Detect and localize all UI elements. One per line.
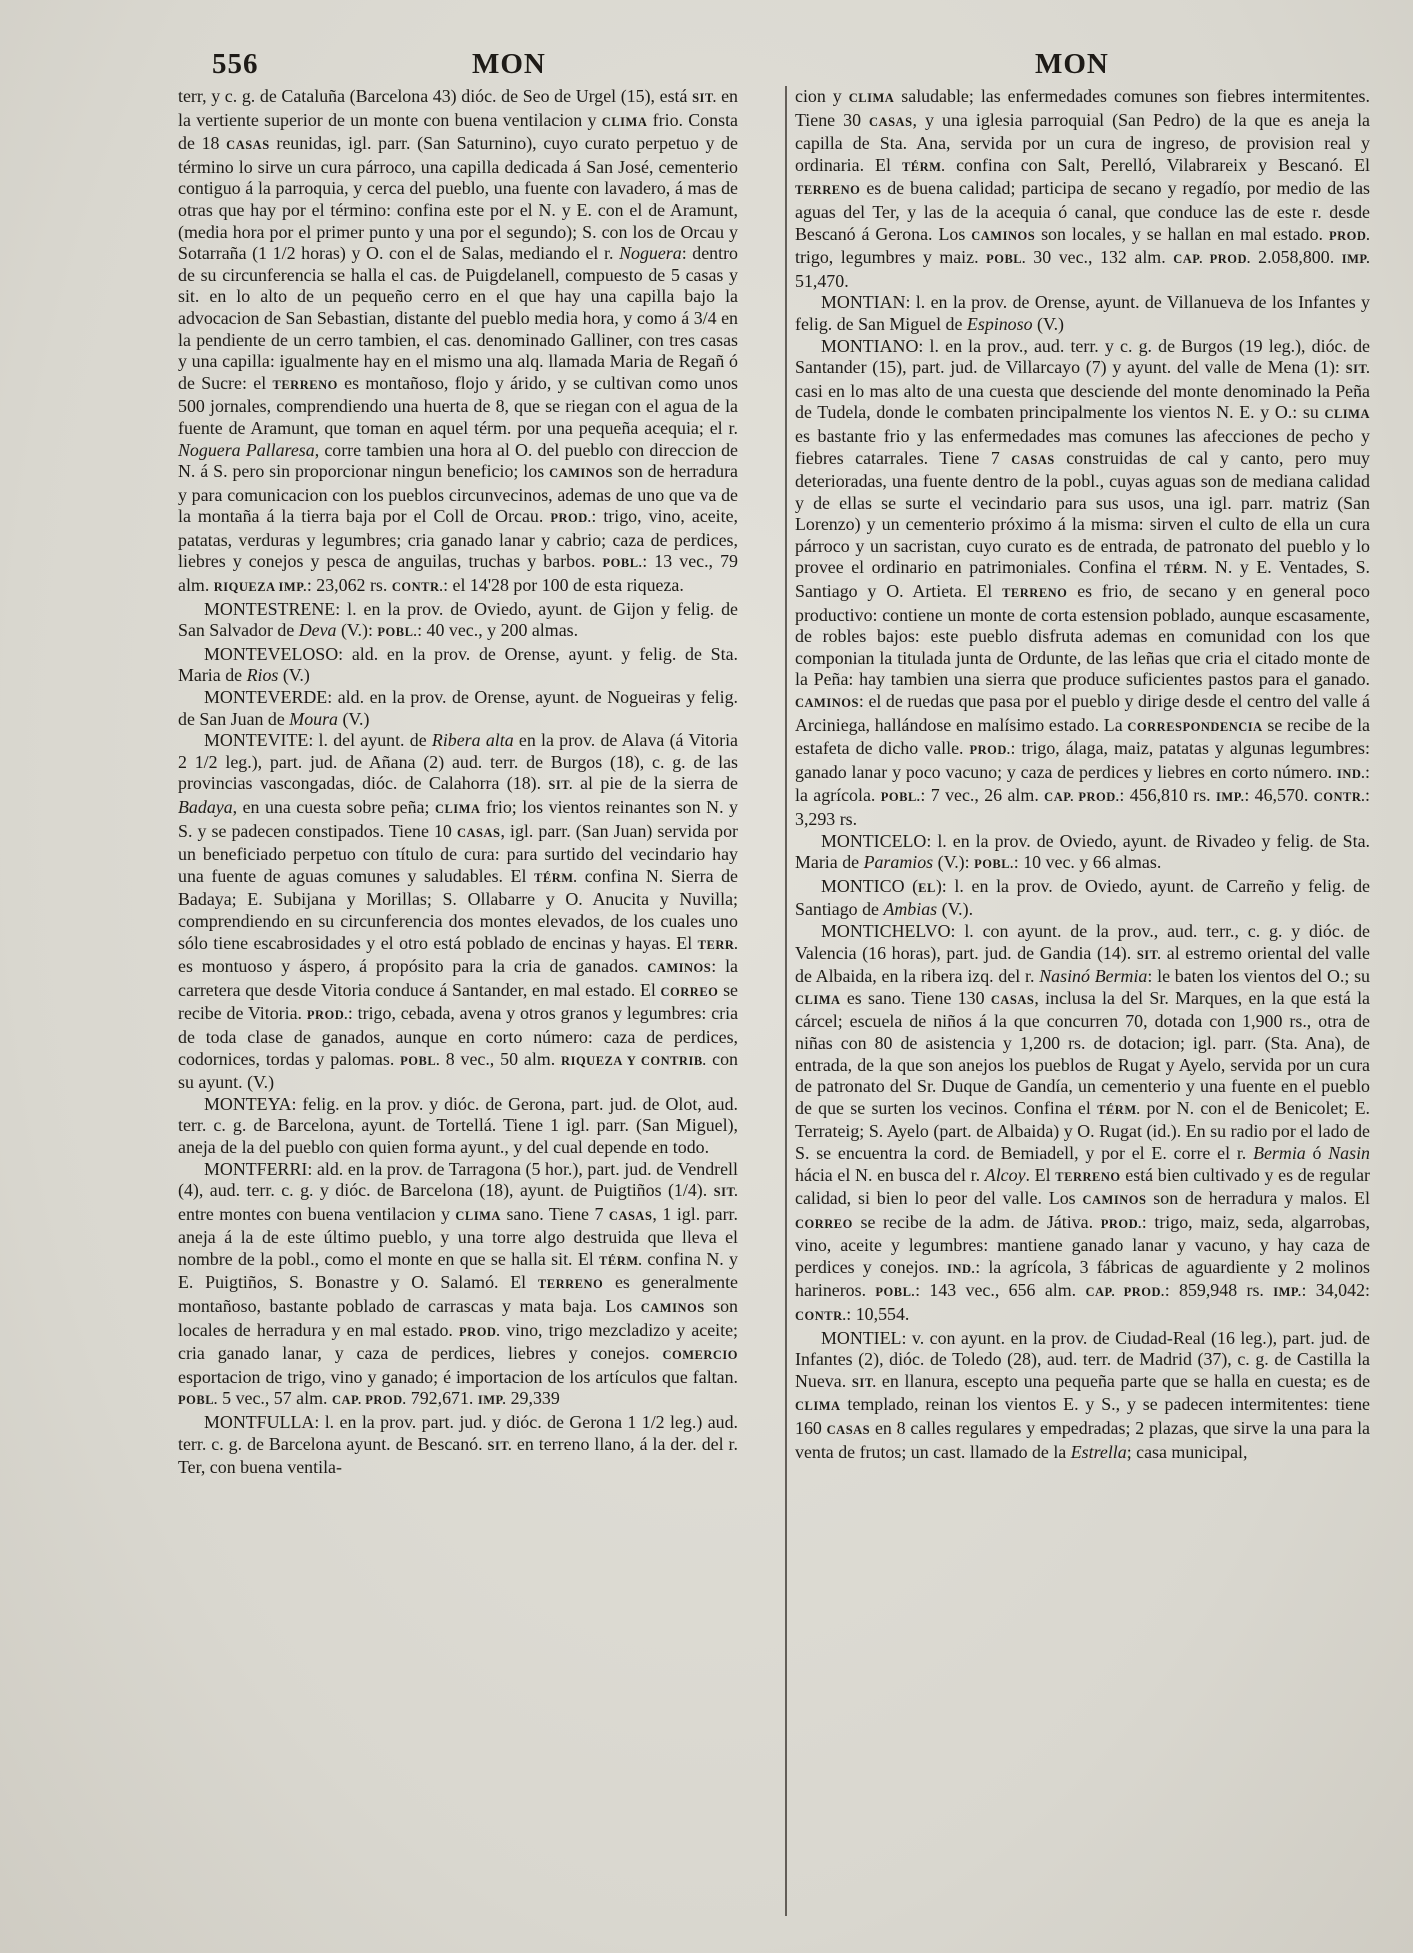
right-running-head: MON (1035, 48, 1109, 80)
column-divider (785, 86, 787, 1916)
dictionary-entry: MONTICHELVO: l. con ayunt. de la prov., aud. terr., c. g. y dióc. de Valencia (16 horas), part. jud. de Gandia (14). SIT. al estremo oriental del valle de Albaida, en la ribera izq. del r. Nasinó Bermia: le baten los vientos del O.; su CLIMA es sano. Tiene 130 CASAS, inclusa la del Sr. Marques, en la que está la cárcel; escuela de niños á la que concurren 70, dotada con 1,900 rs., otra de niñas con 80 de asistencia y 1,200 rs. de dotacion; igl. parr. (Sta. Ana), de entrada, de la que son anejos los pueblos de Rugat y Ayelo, servida por un cura de patronato del Sr. Duque de Gandía, un cementerio y una fuente en el pueblo de que se surten los vecinos. Confina el TÉRM. por N. con el de Benicolet; E. Terrateig; S. Ayelo (part. de Albaida) y O. Rugat (id.). En su radio por el lado de S. se encuentra la cord. de Bemiadell, y por el E. corre el r. Bermia ó Nasin hácia el N. en busca del r. Alcoy. El TERRENO está bien cultivado y es de regular calidad, si bien lo peor del valle. Los CAMINOS son de herradura y malos. El CORREO se recibe de la adm. de Játiva. PROD.: trigo, maiz, seda, algarrobas, vino, aceite y legumbres: mantiene ganado lanar y vacuno, y hay caza de perdices y conejos. IND.: la agrícola, 3 fábricas de aguardiente y 2 molinos harineros. POBL.: 143 vec., 656 alm. CAP. PROD.: 859,948 rs. IMP.: 34,042: CONTR.: 10,554. (795, 920, 1371, 1325)
dictionary-entry: MONTESTRENE: l. en la prov. de Oviedo, ayunt. de Gijon y felig. de San Salvador de Deva (V.): POBL.: 40 vec., y 200 almas. (178, 598, 738, 641)
dictionary-entry: MONTIAN: l. en la prov. de Orense, ayunt. de Villanueva de los Infantes y felig. de San Miguel de Espinoso (V.) (795, 292, 1370, 334)
dictionary-entry: MONTEVITE: l. del ayunt. de Ribera alta en la prov. de Alava (á Vitoria 2 1/2 leg.), part. jud. de Añana (2) aud. terr. de Burgos (18), c. g. de las provincias vascongadas, dióc. de Calahorra (18). SIT. al pie de la sierra de Badaya, en una cuesta sobre peña; CLIMA frio; los vientos reinantes son N. y S. y se padecen constipados. Tiene 10 CASAS, igl. parr. (San Juan) servida por un beneficiado perpetuo con título de cura: para surtido del vecindario hay una fuente de aguas comunes y saludables. El TÉRM. confina N. Sierra de Badaya; E. Subijana y Morillas; S. Ollabarre y O. Anucita y Nuvilla; comprendiendo en su circunferencia dos montes elevados, de los cuales uno sólo tiene escabrosidades y el otro está poblado de encinas y hayas. El TERR. es montuoso y áspero, á propósito para la cria de ganados. CAMINOS: la carretera que desde Vitoria conduce á Santander, en mal estado. El CORREO se recibe de Vitoria. PROD.: trigo, cebada, avena y otros granos y legumbres: cria de toda clase de ganados, aunque en corto número: caza de perdices, codornices, tordas y palomas. POBL. 8 vec., 50 alm. RIQUEZA Y CONTRIB. con su ayunt. (V.) (178, 730, 739, 1093)
left-column (178, 86, 738, 1479)
dictionary-entry: MONTICELO: l. en la prov. de Oviedo, ayunt. de Rivadeo y felig. de Sta. Maria de Paramios (V.): POBL.: 10 vec. y 66 almas. (795, 830, 1370, 873)
dictionary-entry: MONTFULLA: l. en la prov. part. jud. y dióc. de Gerona 1 1/2 leg.) aud. terr. c. g. de Barcelona ayunt. de Bescanó. SIT. en terreno llano, á la der. del r. Ter, con buena ventila- (178, 1412, 738, 1478)
page-number: 556 (212, 48, 259, 80)
dictionary-entry: MONTIANO: l. en la prov., aud. terr. y c. g. de Burgos (19 leg.), dióc. de Santander (15), part. jud. de Villarcayo (7) y ayunt. del valle de Mena (1): SIT. casi en lo mas alto de una cuesta que desciende del monte denominado la Peña de Tudela, donde le combaten principalmente los vientos N. E. y O.: su CLIMA es bastante frio y las enfermedades mas comunes las afecciones de pecho y fiebres catarrales. Tiene 7 CASAS construidas de cal y canto, pero muy deterioradas, una fuente dentro de la pobl., cuyas aguas son de mediana calidad y de ellas se surte el vecindario para sus usos, una igl. parr. matriz (San Lorenzo) y un cementerio próximo á la misma: sirven el culto de ella un cura párroco y un sacristan, cuyo curato es de entrada, de patronato del pueblo y lo provee el ordinario en patrimoniales. Confina el TÉRM. N. y E. Ventades, S. Santiago y O. Artieta. El TERRENO es frio, de secano y en general poco productivo: contiene un monte de corta estension poblado, aunque escasamente, de robles bajos: este pueblo disfruta ademas en comunidad con los que componian la titulada junta de Ordunte, de las leñas que cria el citado monte de la Peña: hay tambien una sierra que produce suficientes pastos para el ganado. CAMINOS: el de ruedas que pasa por el pueblo y dirige desde el centro del valle á Arciniega, hallándose en malísimo estado. La CORRESPONDENCIA se recibe de la estafeta de dicho valle. PROD.: trigo, álaga, maiz, patatas y algunas legumbres: ganado lanar y poco vacuno; y caza de perdices y liebres en corto número. IND.: la agrícola. POBL.: 7 vec., 26 alm. CAP. PROD.: 456,810 rs. IMP.: 46,570. CONTR.: 3,293 rs. (795, 335, 1371, 829)
entry-continuation: terr, y c. g. de Cataluña (Barcelona 43) dióc. de Seo de Urgel (15), está SIT. en la vertiente superior de un monte con buena ventilacion y CLIMA frio. Consta de 18 CASAS reunidas, igl. parr. (San Saturnino), cuyo curato perpetuo y de término lo sirve un cura párroco, una capilla dedicada á San José, cementerio contiguo á la parroquia, y cerca del pueblo, una fuente con lavadero, á mas de otras que hay por el término: confina este por el N. y E. con el de Aramunt, (media hora por el primer punto y una por el segundo); S. con los de Orcau y Sotarraña (1 1/2 horas) y O. con el de Salas, mediando el r. Noguera: dentro de su circunferencia se halla el cas. de Puigdelanell, compuesto de 5 casas y sit. en lo alto de un pequeño cerro en el que hay una capilla bajo la advocacion de San Sebastian, distante del pueblo media hora, y como á 3/4 en la pendiente de un cerro tambien, el cas. denominado Galliner, con tres casas y una capilla: igualmente hay en el mismo una alq. llamada Maria de Regañ ó de Sucre: el TERRENO es montañoso, flojo y árido, y se cultivan como unos 500 jornales, comprendiendo una huerta de 8, que se riegan con el agua de la fuente de Aramunt, que toman en aquel térm. por una pequeña acequia; el r. Noguera Pallaresa, corre tambien una hora al O. del pueblo con direccion de N. á S. pero sin proporcionar ningun beneficio; los CAMINOS son de herradura y para comunicacion con los pueblos circunvecinos, ademas de uno que va de la montaña á la tierra baja por el Coll de Orcau. PROD.: trigo, vino, aceite, patatas, verduras y legumbres; cria ganado lanar y cabrio; caza de perdices, liebres y conejos y pesca de anguilas, truchas y barbos. POBL.: 13 vec., 79 alm. RIQUEZA IMP.: 23,062 rs. CONTR.: el 14'28 por 100 de esta riqueza. (178, 86, 739, 596)
dictionary-entry: MONTEVELOSO: ald. en la prov. de Orense, ayunt. y felig. de Sta. Maria de Rios (V.) (178, 643, 738, 686)
right-column (795, 86, 1370, 1463)
dictionary-entry: MONTICO (EL): l. en la prov. de Oviedo, ayunt. de Carreño y felig. de Santiago de Ambias (V.). (795, 875, 1370, 920)
dictionary-entry: MONTEYA: felig. en la prov. y dióc. de Gerona, part. jud. de Olot, aud. terr. c. g. de Barcelona, ayunt. de Tortellá. Tiene 1 igl. parr. (San Miguel), aneja de la del pueblo con quien forma ayunt., y del cual depende en todo. (178, 1093, 738, 1157)
left-running-head: MON (472, 48, 546, 80)
dictionary-entry: MONTFERRI: ald. en la prov. de Tarragona (5 hor.), part. jud. de Vendrell (4), aud. terr. c. g. y dióc. de Barcelona (18), ayunt. de Puigtiños (1/4). SIT. entre montes con buena ventilacion y CLIMA sano. Tiene 7 CASAS, 1 igl. parr. aneja á la de este último pueblo, y una torre algo destruida que lleva el nombre de la pobl., como el monte en que se halla sit. El TÉRM. confina N. y E. Puigtiños, S. Bonastre y O. Salamó. El TERRENO es generalmente montañoso, bastante poblado de carrascas y mata baja. Los CAMINOS son locales de herradura y en mal estado. PROD. vino, trigo mezcladizo y aceite; cria ganado lanar, y caza de perdices, liebres y conejos. COMERCIO esportacion de trigo, vino y ganado; é importacion de los artículos que faltan. POBL. 5 vec., 57 alm. CAP. PROD. 792,671. IMP. 29,339 (178, 1158, 738, 1409)
entry-continuation: cion y CLIMA saludable; las enfermedades comunes son fiebres intermitentes. Tiene 30 CASAS, y una iglesia parroquial (San Pedro) de la que es aneja la capilla de Sta. Ana, servida por un cura de ingreso, de provision real y ordinaria. El TÉRM. confina con Salt, Perelló, Vilabrareix y Bescanó. El TERRENO es de buena calidad; participa de secano y regadío, por medio de las aguas del Ter, y las de la acequia ó canal, que conduce las de este r. desde Bescanó á Gerona. Los CAMINOS son locales, y se hallan en mal estado. PROD. trigo, legumbres y maiz. POBL. 30 vec., 132 alm. CAP. PROD. 2.058,800. IMP. 51,470. (795, 86, 1371, 291)
dictionary-entry: MONTIEL: v. con ayunt. en la prov. de Ciudad-Real (16 leg.), part. jud. de Infantes (2), dióc. de Toledo (28), aud. terr. de Madrid (37), c. g. de Castilla la Nueva. SIT. en llanura, escepto una pequeña parte que se halla en cuesta; es de CLIMA templado, reinan los vientos E. y S., y se padecen intermitentes: tiene 160 CASAS en 8 calles regulares y empedradas; 2 plazas, que sirve la una para la venta de frutos; un cast. llamado de la Estrella; casa municipal, (795, 1327, 1371, 1462)
dictionary-entry: MONTEVERDE: ald. en la prov. de Orense, ayunt. de Nogueiras y felig. de San Juan de Moura (V.) (178, 687, 738, 729)
